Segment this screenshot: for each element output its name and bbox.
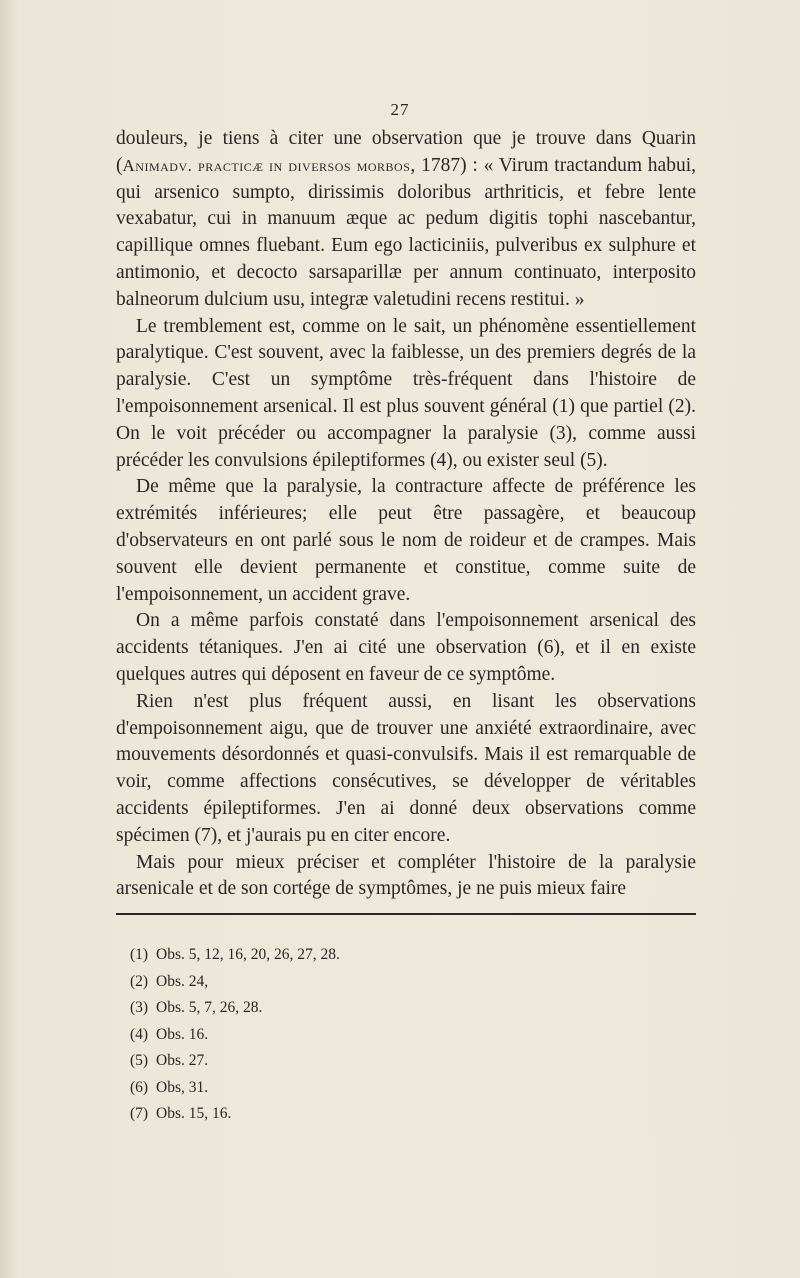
- paragraph-quarin: [116, 126, 696, 314]
- footnote-number: (1): [130, 946, 149, 963]
- paragraph-text: , 1787) : « Virum tractandum habui, qui arsenico sumpto, dirissimis doloribus arthriticis, et febre lente vexabatur, cui in manuum æque ac pedum digitis tophi nascebantur, capillique omnes fluebant. Eum ego lacticiniis, pulveribus ex sulphure et antimonio, et decocto sarsaparillæ per annum continuato, interposito balneorum dulcium usu, integræ valetudini recens restitui. »: [116, 154, 696, 310]
- footnote-number: (2): [130, 972, 149, 990]
- footnote: [130, 942, 630, 969]
- body-text: [116, 126, 696, 903]
- footnote-text: Obs. 16.: [156, 1025, 209, 1043]
- footnote-text: Obs. 5, 7, 26, 28.: [156, 999, 263, 1016]
- footnote-number: (4): [130, 1025, 149, 1043]
- footnote-text: Obs. 24,: [156, 972, 209, 990]
- footnote-number: (3): [130, 999, 149, 1016]
- paragraph-text: douleurs, je tiens à citer une observation que je trouve dans Quarin (: [116, 128, 696, 176]
- footnote-text: Obs. 5, 12, 16, 20, 26, 27, 28.: [156, 946, 340, 963]
- footnote-number: (5): [130, 1052, 149, 1069]
- page-number: 27: [390, 100, 410, 119]
- footnote-number: (6): [130, 1078, 149, 1096]
- footnote-text: Obs, 31.: [156, 1078, 209, 1096]
- footnote: [130, 1075, 630, 1102]
- footnote: [130, 1101, 630, 1128]
- paragraph-contracture: De même que la paralysie, la contracture affecte de préférence les extrémités inférieures; elle peut être passagère, et beaucoup d'observateurs en ont parlé sous le nom de roideur et de crampes. Mais souvent elle devient permanente et constitue, comme suite de l'empoisonnement, un accident grave.: [116, 476, 696, 605]
- footnote-text: Obs. 27.: [156, 1052, 209, 1069]
- paragraph-histoire: Mais pour mieux préciser et compléter l'histoire de la paralysie arsenicale et de son cortége de symptômes, je ne puis mieux faire: [116, 851, 696, 900]
- paragraph-epileptiformes: Rien n'est plus fréquent aussi, en lisant les observations d'empoisonnement aigu, que de trouver une anxiété extraordinaire, avec mouvements désordonnés et quasi-convulsifs. Mais il est remarquable de voir, comme affections consécutives, se développer de véritables accidents épileptiformes. J'en ai donné deux observations comme spécimen (7), et j'aurais pu en citer encore.: [116, 690, 696, 846]
- footnote: [130, 995, 630, 1022]
- footnote-divider: [116, 913, 696, 915]
- paragraph-tremblement: Le tremblement est, comme on le sait, un phénomène essentiellement paralytique. C'est souvent, avec la faiblesse, un des premiers degrés de la paralysie. C'est un symptôme très-fréquent dans l'histoire de l'empoisonnement arsenical. Il est plus souvent général (1) que partiel (2). On le voit précéder ou accompagner la paralysie (3), comme aussi précéder les convulsions épileptiformes (4), ou exister seul (5).: [116, 315, 696, 471]
- footnote: [130, 1048, 630, 1075]
- paragraph-tetaniques: On a même parfois constaté dans l'empoisonnement arsenical des accidents tétaniques. J'en ai cité une observation (6), et il en existe quelques autres qui déposent en faveur de ce symptôme.: [116, 610, 696, 685]
- footnotes: [130, 942, 630, 1128]
- footnote-text: Obs. 15, 16.: [156, 1105, 232, 1122]
- footnote: [130, 1022, 630, 1049]
- citation-reference: Animadv. practicæ in diversos morbos: [122, 155, 411, 175]
- footnote-number: (7): [130, 1105, 149, 1122]
- footnote: [130, 969, 630, 996]
